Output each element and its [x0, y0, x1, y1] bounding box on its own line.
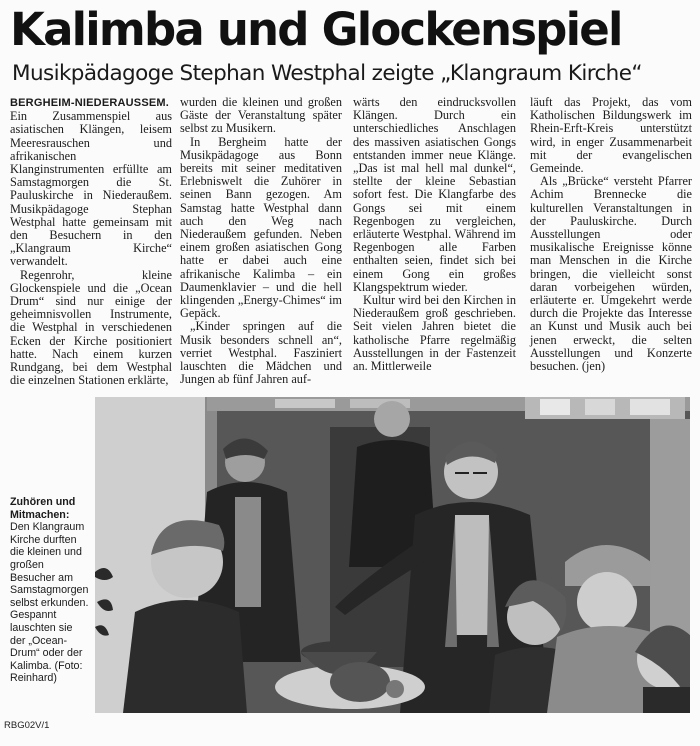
window-pane — [585, 399, 615, 415]
article-column-2 — [180, 96, 342, 386]
news-photo — [95, 397, 690, 713]
dateline: BERGHEIM-NIEDERAUSSEM. — [10, 97, 170, 109]
paragraph: läuft das Projekt, das vom Katholischen Bildungswerk im Rhein-Erft-Kreis unterstützt wird, in enger Zusammenarbeit mit der evangelischen Gemeinde. — [530, 95, 692, 176]
article-column-3 — [353, 96, 516, 373]
caption-text: Den Klangraum Kirche durften die kleinen und großen Besucher am Samstagmorgen selbst erkunden. Gespannt lauschten sie der „Ocean-Drum“ oder der Kalimba. (Foto: Reinhard) — [10, 521, 89, 685]
window-pane — [630, 399, 670, 415]
paragraph: wurden die kleinen und großen Gäste der Veranstaltung später selbst zu Musikern. — [180, 95, 342, 136]
article-column-1 — [10, 96, 172, 387]
child-jacket — [123, 600, 247, 713]
window-pane — [275, 399, 335, 408]
subheadline: Musikpädagoge Stephan Westphal zeigte „Klangraum Kirche“ — [12, 61, 642, 86]
paragraph: Als „Brücke“ versteht Pfarrer Achim Brennecke die kulturellen Veranstaltungen in der Pauluskirche. Durch Ausstellungen oder musikalische Ereignisse könne man Menschen in die Kirche bringen, die vielleicht sonst daran vorbeigehen würden, erläuterte er. Umgekehrt werde durch die Projekte das Interesse an Kunst und Musik auch bei jenen erweckt, die selten Ausstellungen und Konzerte besuchen. (jen) — [530, 174, 692, 374]
paragraph-text: Ein Zusammenspiel aus asiatischen Klängen, leisem Meeresrauschen und afrikanischen Klanginstrumenten erfüllte am Samstagmorgen die St. Pauluskirche in Niederaußem. Musikpädagoge Stephan Westphal hatte gemeinsam mit den Besuchern in den „Klangraum Kirche“ verwandelt. — [10, 109, 172, 269]
article-column-4 — [530, 96, 692, 373]
child-jacket — [643, 687, 690, 713]
person-shirt — [235, 497, 261, 607]
photo-illustration — [95, 397, 690, 713]
paragraph: Regenrohr, kleine Glockenspiele und die „Ocean Drum“ sind nur einige der geheimnisvollen Instrumente, die Westphal in verschiedenen Ecken der Kirche positioniert hatte. Nach einem kurzen Rundgang, bei dem Westphal die einzelnen Stationen erklärte, — [10, 267, 172, 388]
paragraph: In Bergheim hatte der Musikpädagoge aus Bonn bereits mit seiner meditativen Erlebniswelt die Zuhörer in seinen Bann gezogen. Am Samstag hatte Westphal dann auch den Weg nach Niederaußem gefunden. Neben einem großen asiatischen Gong hatte er dabei auch eine afrikanische Kalimba – ein Daumenklavier – und die hell klingenden „Energy-Chimes“ im Gepäck. — [180, 134, 342, 321]
singing-bowl — [330, 662, 390, 702]
paragraph: wärts den eindrucksvollen Klängen. Durch ein unterschiedliches Anschlagen des massiven asiatischen Gongs entstanden immer neue Klänge. „Das ist mal hell mal dunkel“, stellte der kleine Sebastian sofort fest. Die Klangfarbe des Gongs sei mit einem Regenbogen zu vergleichen, erläuterte Westphal. Während im Regenbogen alle Farben enthalten seien, findet sich bei einem Gong ein großes Klangspektrum wieder. — [353, 95, 516, 294]
person-head — [374, 401, 410, 437]
paragraph: „Kinder springen auf die Musik besonders schnell an“, verriet Westphal. Fasziniert lauschten die Mädchen und Jungen ab fünf Jahren auf- — [180, 319, 342, 387]
headline: Kalimba und Glockenspiel — [10, 3, 622, 56]
fruit — [386, 680, 404, 698]
window-pane — [540, 399, 570, 415]
paragraph: Kultur wird bei den Kirchen in Niederaußem groß geschrieben. Seit vielen Jahren bietet die katholische Pfarre regelmäßig Ausstellungen in der Fastenzeit an. Mittlerweile — [353, 293, 516, 374]
child-head — [577, 572, 637, 632]
person-shirt — [455, 515, 489, 635]
caption-heading: Zuhören und Mitmachen: — [10, 496, 76, 521]
paragraph — [10, 96, 172, 269]
photo-caption — [10, 496, 90, 685]
page-code: RBG02V/1 — [4, 720, 50, 731]
